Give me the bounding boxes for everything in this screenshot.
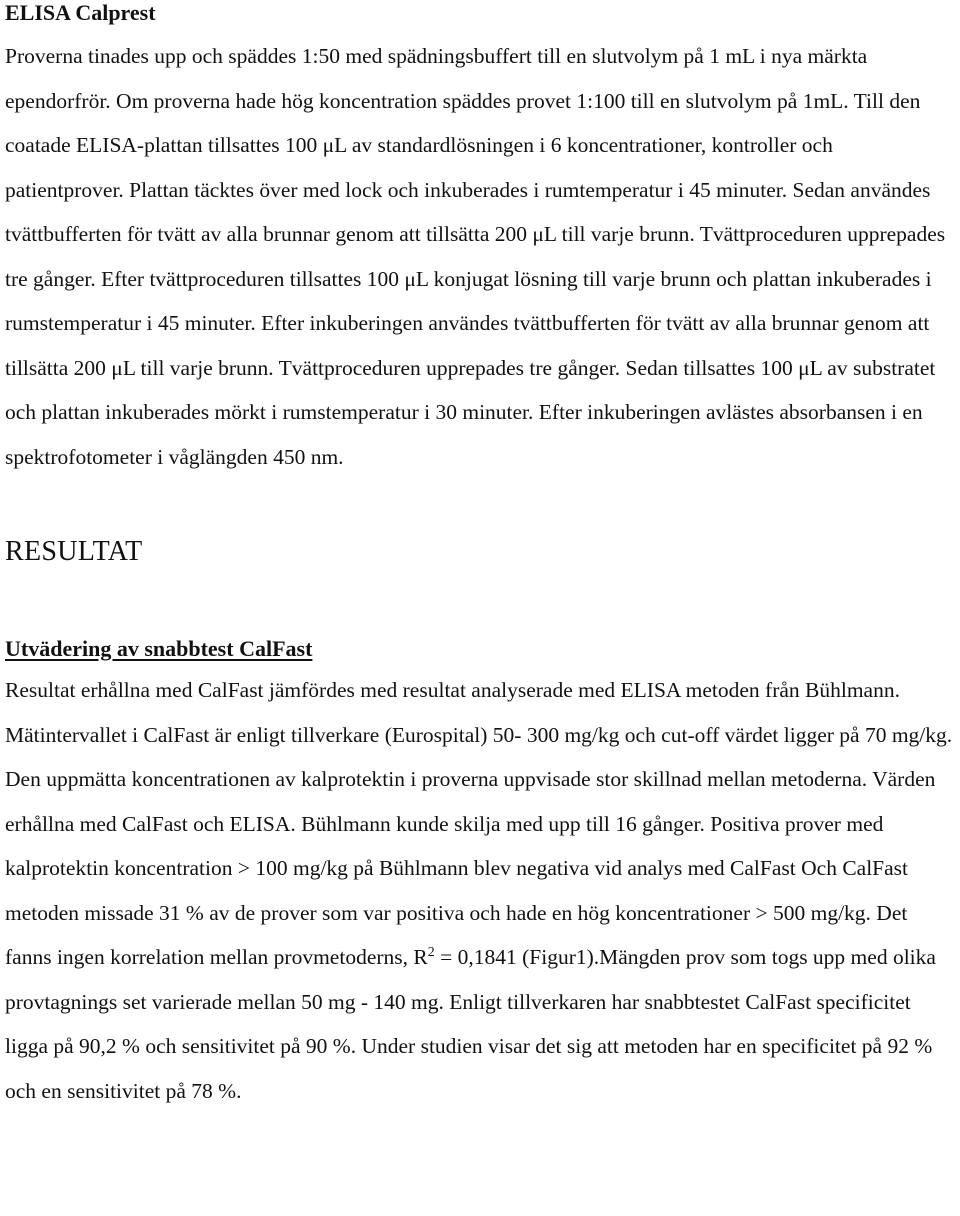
elisa-method-paragraph: Proverna tinades upp och späddes 1:50 med spädningsbuffert till en slutvolym på 1 mL i nya märkta ependorfrör. Om proverna hade hög koncentration späddes provet 1:100 till en slutvolym på 1mL. Till den coatade ELISA-plattan tillsattes 100 μL av standardlösningen i 6 koncentrationer, kontroller och patientprover. Plattan täcktes över med lock och inkuberades i rumtemperatur i 45 minuter. Sedan användes tvättbufferten för tvätt av alla brunnar genom att tillsätta 200 μL till varje brunn. Tvättproceduren upprepades tre gånger. Efter tvättproceduren tillsattes 100 μL konjugat lösning till varje brunn och plattan inkuberades i rumstemperatur i 45 minuter. Efter inkuberingen användes tvättbufferten för tvätt av alla brunnar genom att tillsätta 200 μL till varje brunn. Tvättproceduren upprepades tre gånger. Sedan tillsattes 100 μL av substratet och plattan inkuberades mörkt i rumstemperatur i 30 minuter. Efter inkuberingen avlästes absorbansen i en spektrofotometer i våglängden 450 nm. xyxy=(5,44,946,469)
section-heading-elisa: ELISA Calprest xyxy=(5,0,156,25)
r-squared-superscript: 2 xyxy=(427,944,435,960)
calfast-paragraph-part1: Resultat erhållna med CalFast jämfördes med resultat analyserade med ELISA metoden från Bühlmann. Mätintervallet i CalFast är enligt tillverkare (Eurospital) 50- 300 mg/kg och cut-off värdet ligger på 70 mg/kg. Den uppmätta koncentrationen av kalprotektin i proverna uppvisade stor skillnad mellan metoderna. Värden erhållna med CalFast och ELISA. Bühlmann kunde skilja med upp till 16 gånger. Positiva prover med kalprotektin koncentration > 100 mg/kg på Bühlmann blev negativa vid analys med CalFast Och CalFast metoden missade 31 % av de prover som var positiva och hade en hög koncentrationer > 500 mg/kg. Det fanns ingen korrelation mellan provmetoderns, R xyxy=(5,678,953,969)
calfast-paragraph-part2: = 0,1841 (Figur1).Mängden prov som togs upp med olika provtagnings set varierade mellan 50 mg - 140 mg. Enligt tillverkaren har snabbtestet CalFast specificitet ligga på 90,2 % och sensitivitet på 90 %. Under studien visar det sig att metoden har en specificitet på 92 % och en sensitivitet på 78 %. xyxy=(5,945,936,1103)
calfast-evaluation-heading: Utvädering av snabbtest CalFast xyxy=(5,636,313,661)
document-page xyxy=(5,0,955,1113)
calfast-evaluation-paragraph xyxy=(5,668,955,1113)
results-title: RESULTAT xyxy=(5,536,143,567)
